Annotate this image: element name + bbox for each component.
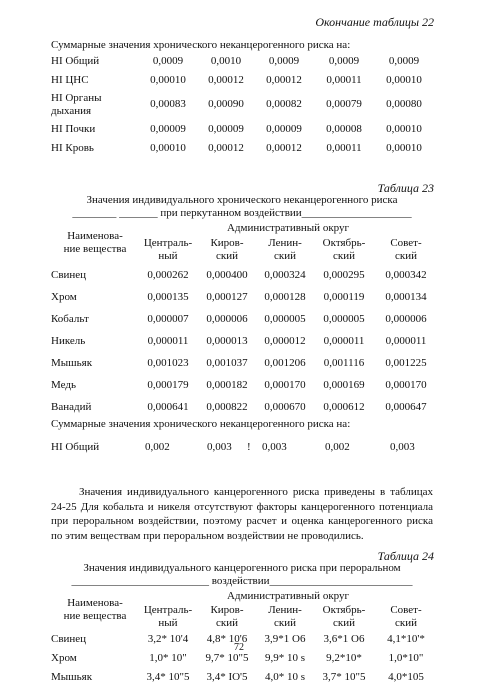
- cell: 0,000612: [323, 400, 365, 413]
- cell: 0,000647: [385, 400, 427, 413]
- table-row: [51, 396, 437, 418]
- cell: 0,00009: [266, 122, 302, 135]
- cell: 4,8* 10'6: [206, 633, 248, 646]
- cell: 0,000012: [264, 334, 306, 347]
- table-row: [51, 352, 437, 374]
- group-header: Административный округ: [226, 590, 350, 602]
- cell: 0,000641: [147, 400, 189, 413]
- cell: 0,000135: [147, 290, 189, 303]
- table-24-title-line2: _________________________ воздействии__________________________: [71, 575, 413, 587]
- row-name: Ванадий: [51, 400, 92, 413]
- cell: 0,000011: [323, 334, 365, 347]
- cell: 0,0009: [388, 54, 420, 67]
- cell: 0,00010: [386, 73, 422, 86]
- row-name: Кобальт: [51, 312, 89, 325]
- cell: 0,000182: [206, 378, 248, 391]
- col-header-b: ный: [158, 249, 178, 262]
- col-header-a: Централь-: [143, 236, 193, 249]
- row-name: Мышьяк: [51, 356, 93, 369]
- cell: 0,000005: [323, 312, 365, 325]
- col-header-a: Киров-: [210, 603, 244, 616]
- cell: 0,001206: [264, 356, 306, 369]
- cell: 0,000169: [323, 378, 365, 391]
- cell: 3,4* IO'5: [206, 671, 248, 684]
- cell: 0,002: [325, 441, 350, 453]
- cell: 9,2*10*: [326, 652, 362, 665]
- table-23-label: Таблица 23: [377, 181, 434, 195]
- cell: 4,0*105: [388, 671, 424, 684]
- col-header: [257, 603, 313, 630]
- cell: 0,003: [207, 441, 232, 453]
- group-header: Административный округ: [226, 222, 350, 234]
- cell: 3,2* 10'4: [147, 633, 189, 646]
- cell: 0,000262: [147, 268, 189, 281]
- table-23-title-line2: ________ _______ при перкутанном воздействии____________________: [72, 207, 412, 219]
- table-24-label: Таблица 24: [377, 549, 434, 563]
- col-header: [257, 235, 313, 264]
- col-header-a: Киров-: [210, 236, 244, 249]
- name-header: [51, 590, 139, 630]
- row-name: HI Почки: [51, 122, 96, 135]
- col-header-b: ный: [158, 616, 178, 629]
- cell: 0,00010: [150, 141, 186, 154]
- cell: 4,0* 10 s: [264, 671, 306, 684]
- cell: 0,0009: [152, 54, 184, 67]
- row-name: HI Кровь: [51, 141, 94, 154]
- cell: 0,00012: [208, 73, 244, 86]
- table-24: [51, 590, 437, 687]
- table-row: [51, 668, 437, 687]
- table-row: [51, 330, 437, 352]
- cell: 0,00083: [150, 98, 186, 111]
- cell: 0,00012: [208, 141, 244, 154]
- cell: 4,1*10'*: [387, 633, 425, 646]
- cell: 3,9*1 O6: [264, 633, 306, 646]
- table-row: [51, 264, 437, 286]
- cell: 0,00090: [208, 98, 244, 111]
- cell: 0,0009: [328, 54, 360, 67]
- cell: 0,000134: [385, 290, 427, 303]
- cell: 0,00008: [326, 122, 362, 135]
- table-24-title-line1: Значения индивидуального канцерогенного риска при пероральном: [83, 562, 401, 574]
- cell: 0,003: [262, 441, 287, 453]
- col-header-b: ский: [216, 249, 238, 262]
- cell: 0,000342: [385, 268, 427, 281]
- col-header-a: Ленин-: [268, 236, 302, 249]
- col-header: [375, 235, 437, 264]
- cell: 0,000128: [264, 290, 306, 303]
- cell: 1,0* 10": [149, 652, 187, 665]
- table-23-title-line1: Значения индивидуального хронического неканцерогенного риска: [86, 194, 398, 206]
- table-23: [51, 222, 437, 418]
- cell: 0,00012: [266, 73, 302, 86]
- row-name: HI Общий: [51, 54, 100, 67]
- header-row: [51, 590, 437, 603]
- cell: 0,000006: [206, 312, 248, 325]
- col-header-b: ский: [333, 249, 355, 262]
- t23-section-title: Суммарные значения хронического неканцерогенного риска на:: [51, 418, 351, 430]
- cell: 0,00009: [150, 122, 186, 135]
- name-header-line2: ние вещества: [63, 243, 127, 256]
- cell: 0,000011: [147, 334, 189, 347]
- col-header-a: Совет-: [390, 603, 422, 616]
- cell: 0,00010: [150, 73, 186, 86]
- table-row: [51, 139, 433, 158]
- cell: 0,000670: [264, 400, 306, 413]
- cell: 0,000170: [385, 378, 427, 391]
- col-header-a: Октябрь-: [322, 603, 366, 616]
- name-header-line1: Наименова-: [67, 230, 123, 243]
- col-header: [197, 603, 257, 630]
- col-header: [375, 603, 437, 630]
- cell-mark: !: [247, 441, 251, 453]
- cell: 0,000179: [147, 378, 189, 391]
- cell: 0,001116: [323, 356, 365, 369]
- cell: 0,000011: [385, 334, 427, 347]
- col-header-a: Октябрь-: [322, 236, 366, 249]
- row-name: Хром: [51, 290, 77, 303]
- row-name: Свинец: [51, 633, 87, 646]
- cell: 0,000324: [264, 268, 306, 281]
- cell: 0,0010: [210, 54, 242, 67]
- cell: 0,00010: [386, 141, 422, 154]
- row-name: HI Общий: [51, 441, 100, 453]
- table-row: [51, 120, 433, 139]
- cell: 0,000006: [385, 312, 427, 325]
- t22-section-title: Суммарные значения хронического неканцерогенного риска на:: [51, 39, 351, 51]
- col-header-b: ский: [395, 249, 417, 262]
- cell: 0,00012: [266, 141, 302, 154]
- row-name-line2: дыхания: [51, 105, 92, 117]
- cell: 0,00082: [266, 98, 302, 111]
- cell: 0,000400: [206, 268, 248, 281]
- cell: 9,9* 10 s: [264, 652, 306, 665]
- cell: 0,002: [145, 441, 170, 453]
- cell: 3,6*1 O6: [323, 633, 365, 646]
- cell: 0,001225: [385, 356, 427, 369]
- row-name: Хром: [51, 652, 77, 665]
- cell: 0,00079: [326, 98, 362, 111]
- table-row: [51, 286, 437, 308]
- table-row: [51, 90, 433, 120]
- col-header-b: ский: [274, 616, 296, 629]
- table-24-title: [51, 562, 433, 588]
- cell: 0,00010: [386, 122, 422, 135]
- body-paragraph: Значения индивидуального канцерогенного риска приведены в таблицах 24-25 Для кобальта и никеля отсутствуют факторы канцерогенного потенциала при пероральном воздействии, поэтому расчет и оценка канцерогенного риска по этим веществам при пероральном воздействии не проводились.: [51, 486, 433, 542]
- col-header-b: ский: [395, 616, 417, 629]
- col-header-b: ский: [274, 249, 296, 262]
- table-row: [51, 71, 433, 90]
- cell: 0,000295: [323, 268, 365, 281]
- cell: 1,0*10": [388, 652, 424, 665]
- row-name: Свинец: [51, 268, 87, 281]
- col-header-a: Централь-: [143, 603, 193, 616]
- cell: 0,00080: [386, 98, 422, 111]
- row-name: Мышьяк: [51, 671, 93, 684]
- name-header-line2: ние вещества: [63, 610, 127, 623]
- row-name: Медь: [51, 378, 76, 391]
- cell: 3,4* 10"5: [146, 671, 190, 684]
- table-row: [51, 308, 437, 330]
- cell: 0,000007: [147, 312, 189, 325]
- name-header-line1: Наименова-: [67, 597, 123, 610]
- col-header-b: ский: [333, 616, 355, 629]
- cell: 0,001023: [147, 356, 189, 369]
- table-row: [51, 374, 437, 396]
- cell: 0,00011: [326, 73, 362, 86]
- col-header-a: Совет-: [390, 236, 422, 249]
- row-name: Никель: [51, 334, 86, 347]
- col-header-a: Ленин-: [268, 603, 302, 616]
- cell: 0,0009: [268, 54, 300, 67]
- col-header-b: ский: [216, 616, 238, 629]
- cell: 0,003: [390, 441, 415, 453]
- page-number: 72: [234, 642, 244, 653]
- table-22: [51, 52, 433, 158]
- cell: 9,7* 10"5: [205, 652, 249, 665]
- cell: 0,000005: [264, 312, 306, 325]
- cell: 0,000127: [206, 290, 248, 303]
- continuation-title: Окончание таблицы 22: [315, 15, 434, 29]
- cell: 0,000170: [264, 378, 306, 391]
- col-header: [139, 235, 197, 264]
- name-header: [51, 222, 139, 264]
- row-name-line1: HI Органы: [51, 92, 102, 104]
- cell: 0,001037: [206, 356, 248, 369]
- cell: 0,00011: [326, 141, 362, 154]
- cell: 0,00009: [208, 122, 244, 135]
- col-header: [139, 603, 197, 630]
- header-row: [51, 222, 437, 235]
- cell: 0,000822: [206, 400, 248, 413]
- row-name: [51, 90, 139, 120]
- cell: 0,000013: [206, 334, 248, 347]
- row-name: HI ЦНС: [51, 73, 89, 86]
- col-header: [197, 235, 257, 264]
- col-header: [313, 235, 375, 264]
- cell: 3,7* 10"5: [322, 671, 366, 684]
- table-row: [51, 52, 433, 71]
- cell: 0,000119: [323, 290, 365, 303]
- col-header: [313, 603, 375, 630]
- table-23-title: [51, 194, 433, 220]
